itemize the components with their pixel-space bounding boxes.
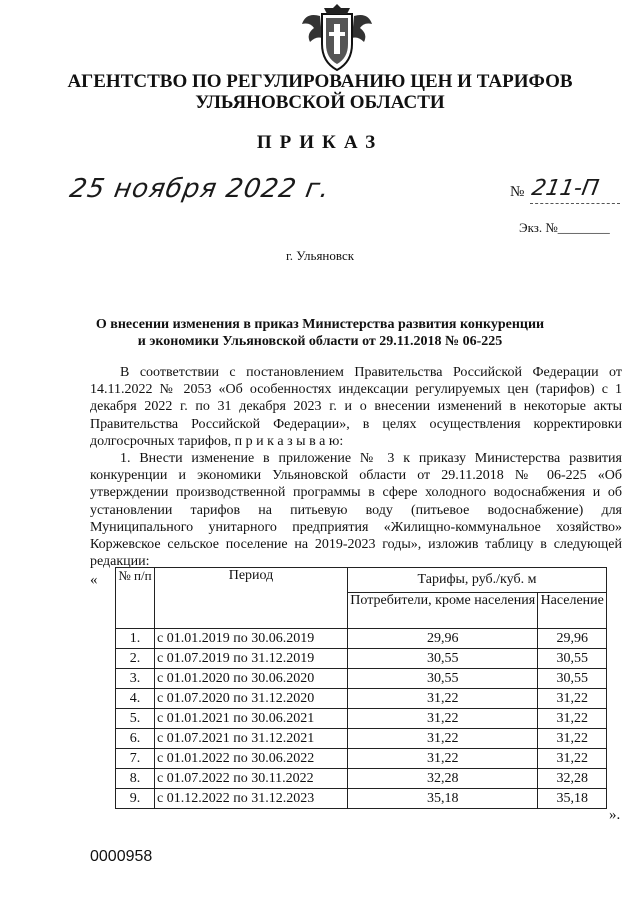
table-row <box>116 689 607 709</box>
table-row <box>116 749 607 769</box>
table-row <box>116 769 607 789</box>
table-header-number: № п/п <box>116 568 155 629</box>
row-period: с 01.07.2021 по 31.12.2021 <box>155 729 348 749</box>
row-population-tariff: 30,55 <box>538 649 607 669</box>
row-consumers-tariff: 35,18 <box>348 789 538 809</box>
row-number: 7. <box>116 749 155 769</box>
row-period: с 01.01.2019 по 30.06.2019 <box>155 629 348 649</box>
row-population-tariff: 31,22 <box>538 689 607 709</box>
row-population-tariff: 35,18 <box>538 789 607 809</box>
row-number: 2. <box>116 649 155 669</box>
opening-quote: « <box>90 572 98 588</box>
table-row <box>116 789 607 809</box>
row-consumers-tariff: 29,96 <box>348 629 538 649</box>
row-consumers-tariff: 30,55 <box>348 669 538 689</box>
table-row <box>116 629 607 649</box>
row-period: с 01.12.2022 по 31.12.2023 <box>155 789 348 809</box>
row-population-tariff: 30,55 <box>538 669 607 689</box>
table-row <box>116 709 607 729</box>
row-consumers-tariff: 31,22 <box>348 709 538 729</box>
document-title-line1: О внесении изменения в приказ Министерства развития конкуренции <box>95 317 545 332</box>
row-consumers-tariff: 32,28 <box>348 769 538 789</box>
row-consumers-tariff: 31,22 <box>348 729 538 749</box>
body-paragraph-1: В соответствии с постановлением Правительства Российской Федерации от 14.11.2022 № 2053 «Об особенностях индексации регулируемых цен (тарифов) с 1 декабря 2022 г. по 31 декабря 2023 г. и о внесении изменений в некоторые акты Правительства Российской Федерации», в целях осуществления корректировки долгосрочных тарифов, п р и к а з ы в а ю: <box>90 365 622 449</box>
row-period: с 01.01.2022 по 30.06.2022 <box>155 749 348 769</box>
table-header-population: Население <box>538 593 607 629</box>
row-consumers-tariff: 31,22 <box>348 689 538 709</box>
handwritten-date: 25 ноября 2022 г. <box>67 174 333 204</box>
document-title-line2: и экономики Ульяновской области от 29.11.2018 № 06-225 <box>137 334 503 349</box>
order-number-label: № <box>510 184 525 200</box>
row-population-tariff: 31,22 <box>538 749 607 769</box>
row-population-tariff: 29,96 <box>538 629 607 649</box>
document-serial-number: 0000958 <box>90 848 153 865</box>
table-row <box>116 649 607 669</box>
table-row <box>116 669 607 689</box>
copy-number-label: Экз. №________ <box>519 220 610 235</box>
order-number-underline <box>530 203 620 204</box>
row-period: с 01.07.2022 по 30.11.2022 <box>155 769 348 789</box>
row-period: с 01.01.2021 по 30.06.2021 <box>155 709 348 729</box>
coat-of-arms-emblem <box>300 2 374 74</box>
row-number: 9. <box>116 789 155 809</box>
row-population-tariff: 31,22 <box>538 729 607 749</box>
row-period: с 01.01.2020 по 30.06.2020 <box>155 669 348 689</box>
row-number: 8. <box>116 769 155 789</box>
row-number: 4. <box>116 689 155 709</box>
row-number: 6. <box>116 729 155 749</box>
row-period: с 01.07.2019 по 31.12.2019 <box>155 649 348 669</box>
city-label: г. Ульяновск <box>285 248 355 263</box>
row-number: 1. <box>116 629 155 649</box>
table-header-period: Период <box>155 568 348 629</box>
handwritten-order-number: 211-П <box>529 176 601 201</box>
tariffs-table <box>115 567 607 809</box>
row-consumers-tariff: 31,22 <box>348 749 538 769</box>
row-consumers-tariff: 30,55 <box>348 649 538 669</box>
table-header-tariffs: Тарифы, руб./куб. м <box>348 568 607 593</box>
agency-name-line2: УЛЬЯНОВСКОЙ ОБЛАСТИ <box>195 92 445 113</box>
row-period: с 01.07.2020 по 31.12.2020 <box>155 689 348 709</box>
row-number: 5. <box>116 709 155 729</box>
agency-name-line1: АГЕНТСТВО ПО РЕГУЛИРОВАНИЮ ЦЕН И ТАРИФОВ <box>67 71 573 92</box>
row-population-tariff: 32,28 <box>538 769 607 789</box>
document-type-heading: ПРИКАЗ <box>256 132 384 153</box>
table-header-consumers: Потребители, кроме населения <box>348 593 538 629</box>
closing-quote: ». <box>609 807 621 823</box>
body-paragraph-2: 1. Внести изменение в приложение № 3 к приказу Министерства развития конкуренции и экономики Ульяновской области от 29.11.2018 № 06-225 «Об утверждении производственной программы в сфере холодного водоснабжения и об установлении тарифов на питьевую воду (питьевое водоснабжение) для Муниципального унитарного предприятия «Жилищно-коммунальное хозяйство» Коржевское сельское поселение на 2019-2023 годы», изложив таблицу в следующей редакции: <box>90 451 622 570</box>
row-population-tariff: 31,22 <box>538 709 607 729</box>
row-number: 3. <box>116 669 155 689</box>
table-row <box>116 729 607 749</box>
